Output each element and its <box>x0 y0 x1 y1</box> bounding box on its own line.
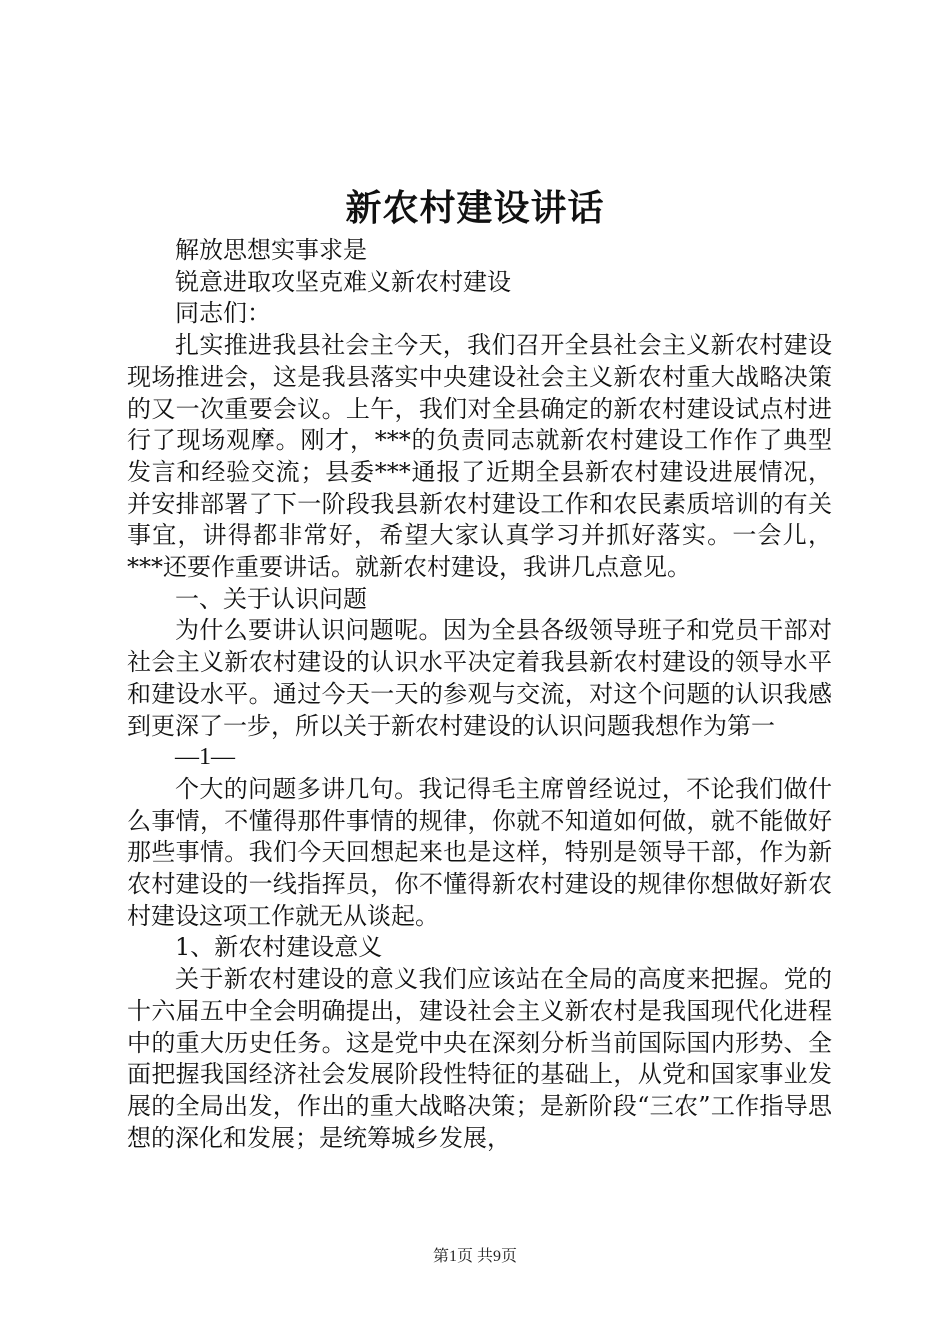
subsection-heading: 1、新农村建设意义 <box>175 933 383 962</box>
inline-page-mark: —1— <box>175 744 235 771</box>
section-heading: 一、关于认识问题 <box>175 584 367 613</box>
body-paragraph: 扎实推进我县社会主今天，我们召开全县社会主义新农村建设现场推进会，这是我县落实中央建设社会主义新农村重大战略决策的又一次重要会议。上午，我们对全县确定的新农村建设试点村进行了现场观摩。刚才，***的负责同志就新农村建设工作作了典型发言和经验交流；县委***通报了近期全县新农村建设进展情况，并安排部署了下一阶段我县新农村建设工作和农民素质培训的有关事宜，讲得都非常好，希望大家认真学习并抓好落实。一会儿，***还要作重要讲话。就新农村建设，我讲几点意见。 <box>127 331 832 582</box>
subtitle-line-2: 锐意进取攻坚克难义新农村建设 <box>175 267 511 296</box>
document-body <box>127 235 832 1154</box>
body-paragraph: 关于新农村建设的意义我们应该站在全局的高度来把握。党的十六届五中全会明确提出，建设社会主义新农村是我国现代化进程中的重大历史任务。这是党中央在深刻分析当前国际国内形势、全面把握我国经济社会发展阶段性特征的基础上，从党和国家事业发展的全局出发，作出的重大战略决策；是新阶段“三农”工作指导思想的深化和发展；是统筹城乡发展， <box>127 965 832 1152</box>
page-footer: 第1页 共9页 <box>432 1248 517 1265</box>
salutation: 同志们： <box>175 299 271 328</box>
document-title: 新农村建设讲话 <box>345 187 605 229</box>
body-paragraph: 个大的问题多讲几句。我记得毛主席曾经说过，不论我们做什么事情，不懂得那件事情的规律，你就不知道如何做，就不能做好那些事情。我们今天回想起来也是这样，特别是领导干部，作为新农村建设的一线指挥员，你不懂得新农村建设的规律你想做好新农村建设这项工作就无从谈起。 <box>127 774 832 930</box>
subtitle-line-1: 解放思想实事求是 <box>175 236 367 264</box>
body-paragraph: 为什么要讲认识问题呢。因为全县各级领导班子和党员干部对社会主义新农村建设的认识水平决定着我县新农村建设的领导水平和建设水平。通过今天一天的参观与交流，对这个问题的认识我感到更深了一步，所以关于新农村建设的认识问题我想作为第一 <box>127 616 832 740</box>
